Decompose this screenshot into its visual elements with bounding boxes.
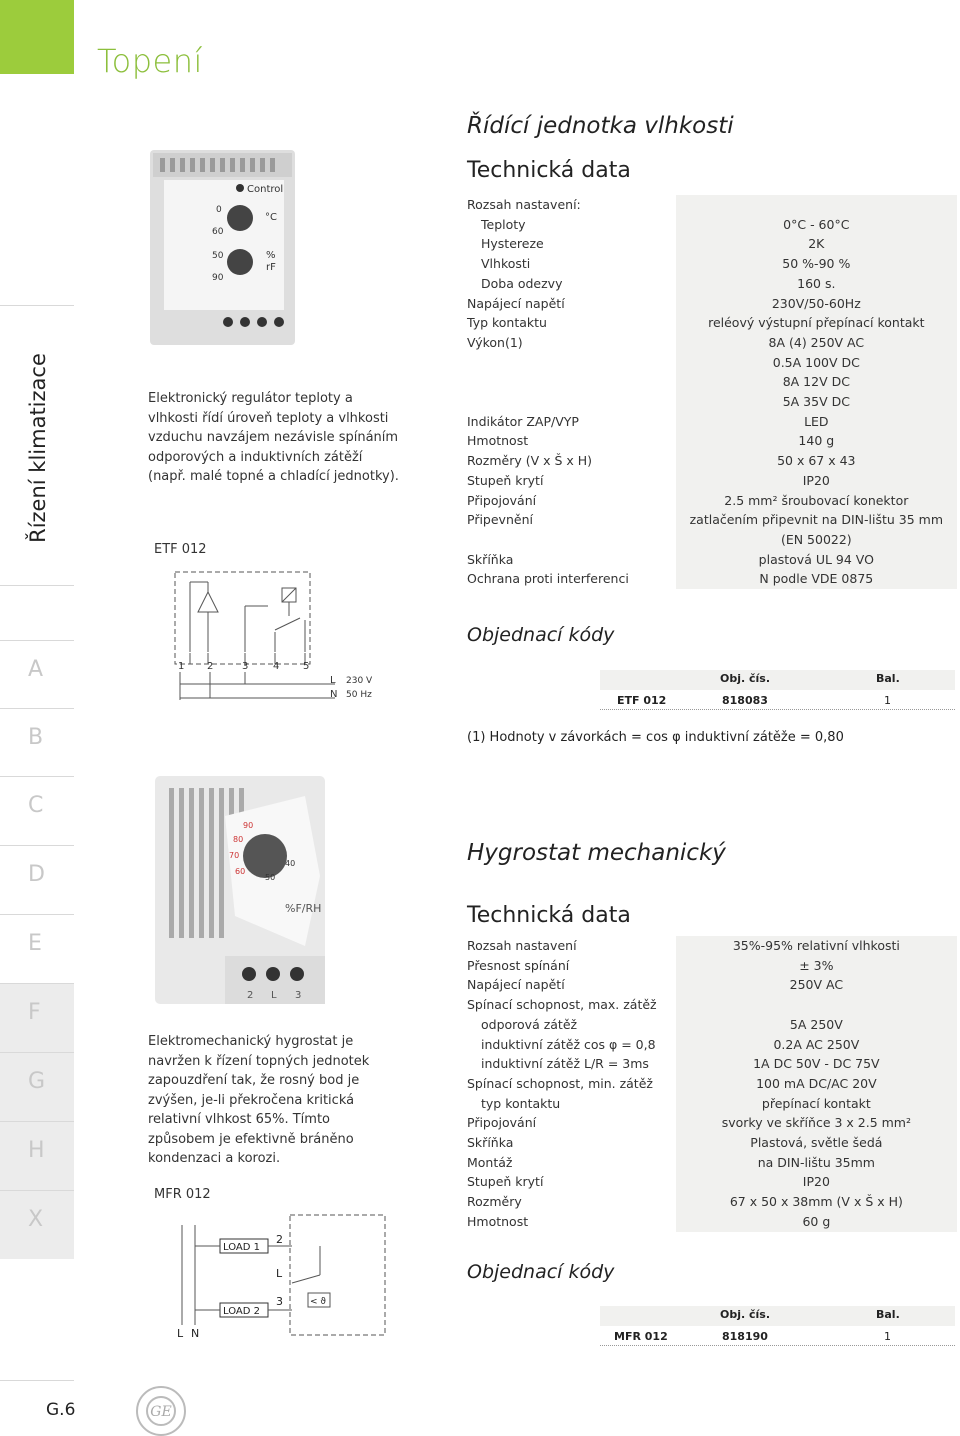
side-index-c <box>0 776 74 845</box>
svg-text:°C: °C <box>265 212 277 223</box>
svg-text:50 Hz: 50 Hz <box>346 690 372 700</box>
order-col-obj: Obj. čís. <box>720 1308 771 1321</box>
spec-row <box>467 1074 957 1094</box>
spec-label: Hystereze <box>481 236 544 252</box>
spec-label: Skříňka <box>467 1135 514 1151</box>
svg-text:2: 2 <box>247 990 254 1001</box>
spec-value: 0.2A AC 250V <box>676 1035 957 1055</box>
svg-text:N: N <box>330 689 338 700</box>
spec-label: Rozsah nastavení <box>467 938 577 953</box>
spec-value: 5A 250V <box>676 1015 957 1035</box>
product2-title: Hygrostat mechanický <box>467 840 726 866</box>
svg-text:< ϑ: < ϑ <box>310 1297 326 1307</box>
svg-text:2: 2 <box>276 1233 283 1246</box>
spec-row <box>467 1035 957 1055</box>
spec-label: Napájecí napětí <box>467 295 565 311</box>
svg-text:40: 40 <box>285 859 296 868</box>
spec-value: 250V AC <box>676 975 957 995</box>
spec-row <box>467 313 957 333</box>
svg-text:50: 50 <box>212 251 224 261</box>
svg-text:LOAD 2: LOAD 2 <box>223 1306 260 1317</box>
order-col-bal: Bal. <box>876 672 900 685</box>
spec-value: 35%-95% relativní vlhkosti <box>676 936 957 956</box>
svg-text:%F/RH: %F/RH <box>285 902 322 915</box>
svg-text:3: 3 <box>242 661 249 672</box>
spec-label: Stupeň krytí <box>467 1174 544 1190</box>
svg-text:N: N <box>191 1327 200 1340</box>
svg-text:5: 5 <box>303 661 310 672</box>
spec-value: 0.5A 100V DC <box>676 353 957 373</box>
svg-text:4: 4 <box>273 661 280 672</box>
spec-value: 100 mA DC/AC 20V <box>676 1074 957 1094</box>
product2-wiring-diagram <box>150 1205 395 1360</box>
spec-value: 50 x 67 x 43 <box>676 451 957 471</box>
spec-row <box>467 471 957 491</box>
sidebar-rule <box>0 585 74 586</box>
spec-row <box>467 372 957 392</box>
product2-model: MFR 012 <box>154 1187 211 1202</box>
product2-photo <box>155 776 325 1004</box>
spec-label: Doba odezvy <box>481 275 563 291</box>
spec-row <box>467 254 957 274</box>
sidebar-rule-top <box>0 305 74 306</box>
order-pack: 1 <box>884 1330 891 1343</box>
spec-label: Ochrana proti interferenci <box>467 571 629 587</box>
svg-text:2: 2 <box>207 661 214 672</box>
spec-row <box>467 510 957 530</box>
spec-value: 50 %-90 % <box>676 254 957 274</box>
spec-row <box>467 215 957 235</box>
order-pack: 1 <box>884 694 891 707</box>
spec-row <box>467 530 957 550</box>
vertical-title: Řízení klimatizace <box>26 352 50 543</box>
spec-label: Rozměry <box>467 1194 522 1210</box>
spec-row <box>467 936 957 956</box>
spec-row <box>467 1212 957 1232</box>
spec-value: LED <box>676 412 957 432</box>
svg-text:L: L <box>276 1267 283 1280</box>
spec-row <box>467 274 957 294</box>
spec-label: Typ kontaktu <box>467 315 547 331</box>
svg-text:LOAD 1: LOAD 1 <box>223 1242 260 1253</box>
spec-value: Plastová, světle šedá <box>676 1133 957 1153</box>
side-index-h <box>0 1121 74 1190</box>
spec-row <box>467 995 957 1015</box>
spec-row <box>467 234 957 254</box>
svg-text:L: L <box>271 990 277 1001</box>
side-index-letter: C <box>28 793 44 818</box>
spec-label: Stupeň krytí <box>467 472 544 488</box>
side-index-letter: F <box>28 1000 41 1025</box>
spec-row <box>467 1113 957 1133</box>
spec-value: 5A 35V DC <box>676 392 957 412</box>
spec-label: Vlhkosti <box>481 256 531 272</box>
order-row <box>600 692 955 710</box>
svg-text:Control: Control <box>247 184 284 195</box>
svg-text:1: 1 <box>178 661 185 672</box>
spec-label: Přesnost spínání <box>467 957 570 973</box>
spec-row <box>467 333 957 353</box>
spec-value: zatlačením připevnit na DIN-lištu 35 mm <box>676 510 957 530</box>
spec-value: 160 s. <box>676 274 957 294</box>
spec-value: 60 g <box>676 1212 957 1232</box>
svg-text:90: 90 <box>243 821 254 830</box>
spec-label <box>467 372 676 392</box>
svg-text:3: 3 <box>276 1295 283 1308</box>
side-index-letter: D <box>28 862 45 887</box>
spec-value: přepínací kontakt <box>676 1094 957 1114</box>
product2-description: Elektromechanický hygrostat je navržen k řízení topných jednotek zapouzdření tak, že rosný bod je zvýšen, je-li překročena kritická relativní vlhkost 65%. Tímto způsobem je efektivně bráněno kondenzaci a korozi. <box>148 1034 370 1166</box>
spec-label: Hmotnost <box>467 433 529 449</box>
spec-value: svorky ve skříňce 3 x 2.5 mm² <box>676 1113 957 1133</box>
svg-text:230 V: 230 V <box>346 676 373 686</box>
side-index-f <box>0 983 74 1052</box>
side-index-a <box>0 640 74 709</box>
side-index-letter: G <box>28 1069 46 1094</box>
spec-row <box>467 975 957 995</box>
svg-text:70: 70 <box>229 851 240 860</box>
footer-rule <box>0 1380 74 1381</box>
spec-value: 2K <box>676 234 957 254</box>
spec-label: odporová zátěž <box>481 1016 578 1032</box>
product1-wiring-diagram <box>150 560 395 715</box>
spec-row <box>467 956 957 976</box>
spec-value: 140 g <box>676 431 957 451</box>
svg-text:50: 50 <box>265 873 276 882</box>
spec-label: Montáž <box>467 1154 513 1170</box>
product1-description: Elektronický regulátor teploty a vlhkosti řídí úroveň teploty a vlhkosti vzduchu navzájem nezávisle spínáním odporových a induktivních zátěží (např. malé topné a chladící jednotky). <box>148 391 399 484</box>
svg-text:80: 80 <box>233 835 244 844</box>
spec-label: Výkon(1) <box>467 334 523 350</box>
spec-value: 2.5 mm² šroubovací konektor <box>676 491 957 511</box>
spec-row <box>467 1015 957 1035</box>
spec-value: 0°C - 60°C <box>676 215 957 235</box>
spec-value: 8A (4) 250V AC <box>676 333 957 353</box>
spec-label: induktivní zátěž L/R = 3ms <box>481 1056 649 1072</box>
spec-row <box>467 1054 957 1074</box>
spec-row <box>467 294 957 314</box>
page-number: G.6 <box>46 1400 76 1420</box>
product2-tech-heading: Technická data <box>467 903 631 928</box>
spec-label: Připevnění <box>467 512 533 528</box>
spec-row <box>467 491 957 511</box>
spec-row <box>467 569 957 589</box>
order-code: 818083 <box>722 694 768 707</box>
product1-model: ETF 012 <box>154 542 207 557</box>
spec-value: ± 3% <box>676 956 957 976</box>
spec-row <box>467 412 957 432</box>
spec-value: N podle VDE 0875 <box>676 569 957 589</box>
spec-label: Indikátor ZAP/VYP <box>467 413 579 429</box>
order-model: ETF 012 <box>617 694 667 707</box>
svg-text:60: 60 <box>212 227 224 237</box>
side-index-d <box>0 845 74 914</box>
svg-text:0: 0 <box>216 205 222 215</box>
spec-value: na DIN-lištu 35mm <box>676 1153 957 1173</box>
side-index-e <box>0 914 74 983</box>
spec-label: Připojování <box>467 492 537 508</box>
order-col-obj: Obj. čís. <box>720 672 771 685</box>
svg-text:L: L <box>177 1327 184 1340</box>
order-row <box>600 1328 955 1346</box>
section-title: Topení <box>97 42 203 80</box>
spec-row <box>467 1153 957 1173</box>
spec-label: Napájecí napětí <box>467 977 565 993</box>
svg-text:L: L <box>330 675 336 686</box>
spec-label <box>467 353 676 373</box>
spec-value: reléový výstupní přepínací kontakt <box>676 313 957 333</box>
spec-label: Rozsah nastavení: <box>467 197 581 212</box>
product1-tech-heading: Technická data <box>467 158 631 183</box>
ge-logo: GE <box>136 1386 186 1436</box>
svg-text:%: % <box>266 250 276 261</box>
spec-value: 67 x 50 x 38mm (V x Š x H) <box>676 1192 957 1212</box>
spec-label: Spínací schopnost, min. zátěž <box>467 1075 653 1091</box>
product2-order-heading: Objednací kódy <box>467 1261 615 1283</box>
side-index-b <box>0 708 74 777</box>
spec-label <box>467 530 676 550</box>
spec-row <box>467 353 957 373</box>
product1-footnote: (1) Hodnoty v závorkách = cos φ induktivní zátěže = 0,80 <box>467 730 844 745</box>
order-code: 818190 <box>722 1330 768 1343</box>
product1-photo <box>150 150 295 345</box>
product1-order-heading: Objednací kódy <box>467 624 615 646</box>
spec-row <box>467 1192 957 1212</box>
spec-label: induktivní zátěž cos φ = 0,8 <box>481 1036 656 1052</box>
spec-row <box>467 195 957 215</box>
svg-text:rF: rF <box>266 262 276 273</box>
svg-text:3: 3 <box>295 990 302 1001</box>
spec-row <box>467 550 957 570</box>
spec-value: 230V/50-60Hz <box>676 294 957 314</box>
side-index-letter: H <box>28 1138 45 1163</box>
spec-row <box>467 451 957 471</box>
product1-spec-table <box>467 195 957 589</box>
side-index-letter: B <box>28 725 44 750</box>
spec-label: Skříňka <box>467 551 514 567</box>
brand-color-block <box>0 0 74 74</box>
spec-row <box>467 1094 957 1114</box>
side-index-letter: A <box>28 657 44 682</box>
spec-row <box>467 1133 957 1153</box>
spec-value: 1A DC 50V - DC 75V <box>676 1054 957 1074</box>
side-index-letter: X <box>28 1207 44 1232</box>
spec-label: Hmotnost <box>467 1213 529 1229</box>
order-col-bal: Bal. <box>876 1308 900 1321</box>
spec-row <box>467 431 957 451</box>
spec-value: 8A 12V DC <box>676 372 957 392</box>
side-index-g <box>0 1052 74 1121</box>
spec-label: Připojování <box>467 1115 537 1131</box>
spec-label: Teploty <box>481 216 526 232</box>
svg-text:60: 60 <box>235 867 246 876</box>
spec-label: typ kontaktu <box>481 1095 561 1111</box>
spec-label <box>467 392 676 412</box>
product1-title: Řídící jednotka vlhkosti <box>467 113 734 139</box>
spec-row <box>467 392 957 412</box>
spec-value <box>676 195 957 215</box>
side-index-x <box>0 1190 74 1259</box>
svg-text:90: 90 <box>212 273 224 283</box>
spec-value <box>676 995 957 1015</box>
spec-row <box>467 1172 957 1192</box>
spec-value: (EN 50022) <box>676 530 957 550</box>
spec-label: Rozměry (V x Š x H) <box>467 453 593 469</box>
spec-label: Spínací schopnost, max. zátěž <box>467 997 657 1013</box>
spec-value: IP20 <box>676 1172 957 1192</box>
side-index-letter: E <box>28 931 42 956</box>
spec-value: IP20 <box>676 471 957 491</box>
product2-spec-table <box>467 936 957 1232</box>
order-model: MFR 012 <box>614 1330 668 1343</box>
spec-value: plastová UL 94 VO <box>676 550 957 570</box>
